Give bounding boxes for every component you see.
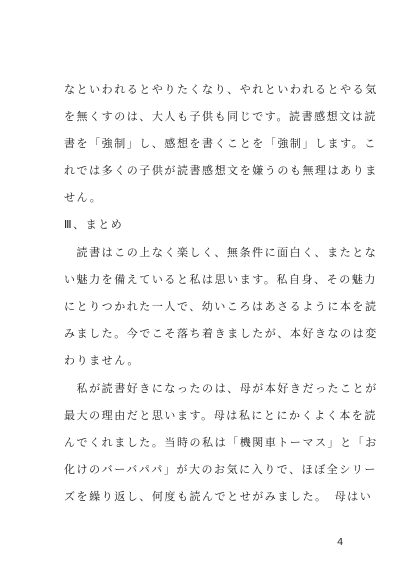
- body-text-line: んでくれました。当時の私は「機関車トーマス」と「お: [64, 436, 378, 449]
- body-text-line: 最大の理由だと思います。母は私にとにかくよく本を読: [64, 409, 377, 422]
- body-text-line: わりません。: [64, 354, 140, 367]
- page-number: 4: [337, 537, 344, 548]
- body-text-line: なといわれるとやりたくなり、やれといわれるとやる気: [64, 83, 378, 96]
- body-text-line: 化けのバーバパパ」が大のお気に入りで、ほぼ全シリー: [64, 463, 377, 476]
- body-text-line: 書を「強制」し、感想を書くことを「強制」します。こ: [64, 137, 377, 150]
- body-text-line: ズを繰り返し、何度も読んでとせがみました。 母はい: [64, 490, 373, 503]
- body-text-line: 私が読書好きになったのは、母が本好きだったことが: [64, 382, 378, 395]
- body-text-line: 読書はこの上なく楽しく、無条件に面白く、またとな: [64, 246, 378, 259]
- body-text-line: せん。: [64, 191, 103, 204]
- body-text-line: を無くすのは、大人も子供も同じです。読書感想文は読: [64, 110, 377, 123]
- section-heading: Ⅲ、まとめ: [64, 218, 124, 231]
- body-text-line: みました。今でこそ落ち着きましたが、本好きなのは変: [64, 327, 378, 340]
- body-text-line: にとりつかれた一人で、幼いころはあさるように本を読: [64, 300, 378, 313]
- body-text-line: い魅力を備えていると私は思います。私自身、その魅力: [64, 273, 377, 286]
- body-text-line: れでは多くの子供が読書感想文を嫌うのも無理はありま: [64, 164, 378, 177]
